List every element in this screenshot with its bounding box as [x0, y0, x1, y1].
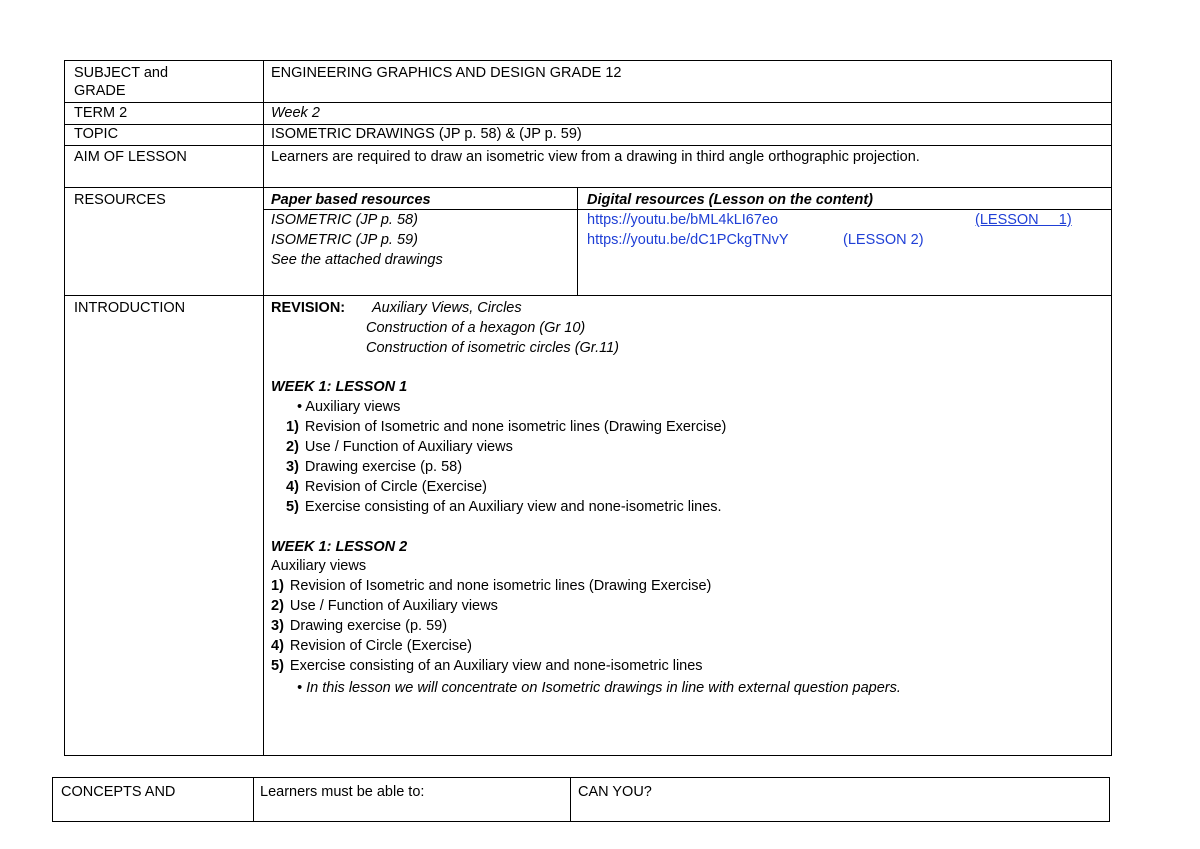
paper-resources-heading: Paper based resources: [271, 192, 431, 208]
item-text: Exercise consisting of an Auxiliary view and none-isometric lines: [289, 658, 703, 674]
item-number: 5): [271, 658, 284, 674]
item-text: Revision of Isometric and none isometric lines (Drawing Exercise): [304, 419, 727, 435]
revision-item: Auxiliary Views, Circles: [372, 300, 522, 316]
concepts-label: CONCEPTS AND: [61, 784, 176, 800]
item-text: Drawing exercise (p. 59): [289, 618, 448, 634]
lesson2-item: [271, 657, 703, 675]
item-number: 4): [286, 479, 299, 495]
topic-label: TOPIC: [74, 126, 119, 142]
item-number: 1): [286, 419, 299, 435]
lesson1-link-label[interactable]: (LESSON 1): [975, 212, 1072, 228]
lesson1-item: [286, 458, 462, 476]
item-number: 1): [271, 578, 284, 594]
item-number: 5): [286, 499, 299, 515]
lesson2-video-link[interactable]: https://youtu.be/dC1PCkgTNvY: [587, 232, 789, 248]
concepts-column-divider: [253, 777, 254, 822]
row-divider: [64, 295, 1112, 296]
lesson2-item: [271, 577, 711, 595]
lesson1-item: [286, 438, 513, 456]
paper-resource-item: ISOMETRIC (JP p. 58): [271, 212, 418, 228]
item-text: Use / Function of Auxiliary views: [304, 439, 513, 455]
item-text: Revision of Isometric and none isometric lines (Drawing Exercise): [289, 578, 712, 594]
row-divider: [64, 102, 1112, 103]
row-divider: [64, 187, 1112, 188]
lesson1-item: [286, 478, 487, 496]
lesson1-item: [286, 418, 726, 436]
item-text: Revision of Circle (Exercise): [289, 638, 473, 654]
lesson2-subtitle: Auxiliary views: [271, 558, 367, 574]
lesson1-item: [286, 498, 722, 516]
aim-value: Learners are required to draw an isometric view from a drawing in third angle orthographic projection.: [271, 149, 920, 165]
row-divider: [64, 145, 1112, 146]
topic-value: ISOMETRIC DRAWINGS (JP p. 58) & (JP p. 59): [271, 126, 582, 142]
item-text: Revision of Circle (Exercise): [304, 479, 488, 495]
can-you-label: CAN YOU?: [578, 784, 652, 800]
item-number: 2): [271, 598, 284, 614]
subject-label: SUBJECT and GRADE: [74, 65, 169, 99]
item-text: Use / Function of Auxiliary views: [289, 598, 498, 614]
revision-label: REVISION:: [271, 300, 346, 316]
resources-label: RESOURCES: [74, 192, 166, 208]
item-text: Drawing exercise (p. 58): [304, 459, 463, 475]
revision-item: Construction of a hexagon (Gr 10): [366, 320, 586, 336]
term-label: TERM 2: [74, 105, 128, 121]
item-text: Exercise consisting of an Auxiliary view and none-isometric lines.: [304, 499, 722, 515]
learners-must-label: Learners must be able to:: [260, 784, 425, 800]
lesson2-item: [271, 597, 498, 615]
lesson2-link-label[interactable]: (LESSON 2): [843, 232, 924, 248]
resources-header-divider: [263, 209, 1112, 210]
concepts-column-divider: [570, 777, 571, 822]
revision-item: Construction of isometric circles (Gr.11): [366, 340, 620, 356]
lesson1-title: WEEK 1: LESSON 1: [271, 379, 408, 395]
lesson1-bullet: • Auxiliary views: [297, 399, 401, 415]
paper-resource-item: See the attached drawings: [271, 252, 443, 268]
item-number: 4): [271, 638, 284, 654]
aim-label: AIM OF LESSON: [74, 149, 187, 165]
lesson2-title: WEEK 1: LESSON 2: [271, 539, 408, 555]
digital-resources-heading: Digital resources (Lesson on the content): [587, 192, 874, 208]
paper-resource-item: ISOMETRIC (JP p. 59): [271, 232, 418, 248]
introduction-label: INTRODUCTION: [74, 300, 186, 316]
subject-value: ENGINEERING GRAPHICS AND DESIGN GRADE 12: [271, 65, 622, 81]
lesson2-item: [271, 617, 447, 635]
item-number: 3): [286, 459, 299, 475]
lesson2-note: • In this lesson we will concentrate on Isometric drawings in line with external question papers.: [297, 680, 901, 696]
row-divider: [64, 124, 1112, 125]
item-number: 3): [271, 618, 284, 634]
resources-column-divider: [577, 187, 578, 295]
lesson2-item: [271, 637, 472, 655]
item-number: 2): [286, 439, 299, 455]
term-value: Week 2: [271, 105, 320, 121]
lesson1-video-link[interactable]: https://youtu.be/bML4kLI67eo: [587, 212, 779, 228]
table-column-divider: [263, 60, 264, 756]
